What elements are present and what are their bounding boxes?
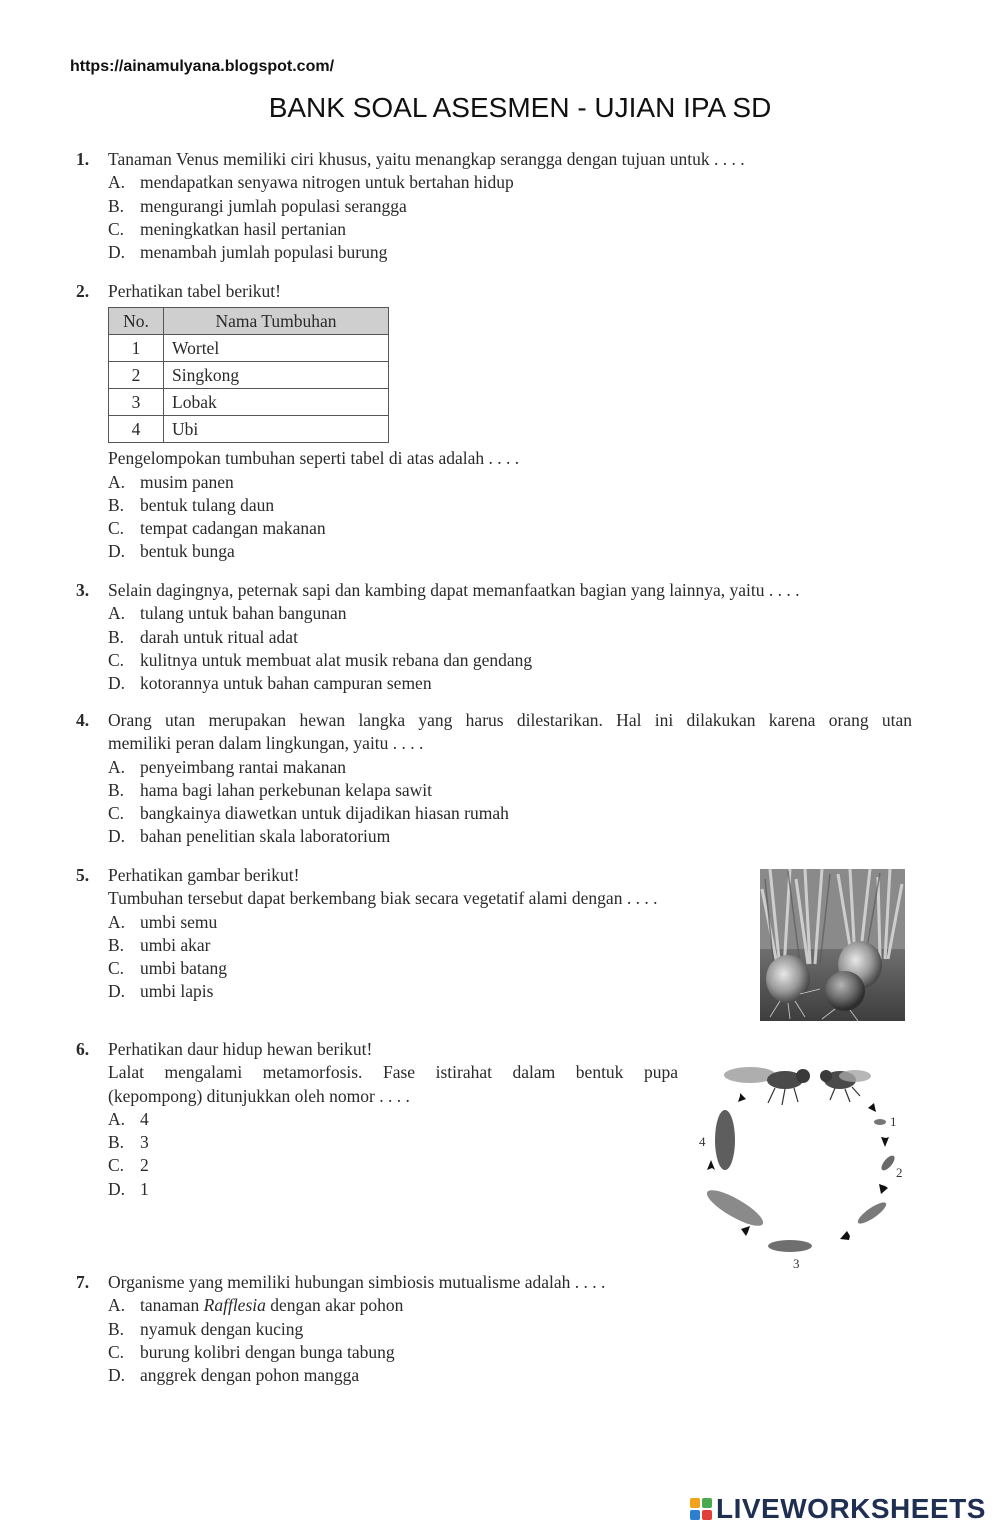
table-header-name: Nama Tumbuhan <box>164 308 389 335</box>
option-b[interactable]: B. darah untuk ritual adat <box>108 626 298 647</box>
question-number: 2. <box>76 281 90 301</box>
question-1 <box>76 148 745 264</box>
question-followup: Pengelompokan tumbuhan seperti tabel di atas adalah . . . . <box>108 448 520 469</box>
option-a[interactable]: A. mendapatkan senyawa nitrogen untuk bertahan hidup <box>108 172 514 193</box>
question-number: 6. <box>76 1039 90 1059</box>
option-c[interactable]: C. burung kolibri dengan bunga tabung <box>108 1341 395 1362</box>
liveworksheets-logo[interactable] <box>690 1493 986 1525</box>
option-a[interactable]: A. umbi semu <box>108 911 218 932</box>
source-url[interactable]: https://ainamulyana.blogspot.com/ <box>70 58 335 75</box>
question-text: Perhatikan daur hidup hewan berikut! <box>108 1039 373 1059</box>
option-c[interactable]: C. bangkainya diawetkan untuk dijadikan hiasan rumah <box>108 803 509 824</box>
table-row: 3 Lobak <box>109 389 389 416</box>
option-b[interactable]: B. mengurangi jumlah populasi serangga <box>108 195 407 216</box>
question-text-line-1: Lalat mengalami metamorfosis. Fase istirahat dalam bentuk pupa <box>108 1062 678 1083</box>
option-b[interactable]: B. umbi akar <box>108 934 211 955</box>
question-text: Perhatikan gambar berikut! <box>108 865 300 885</box>
question-text-line-2: (kepompong) ditunjukkan oleh nomor . . . . <box>108 1085 410 1106</box>
stage-label-4: 4 <box>699 1134 706 1149</box>
option-a[interactable]: A. musim panen <box>108 471 234 492</box>
option-d[interactable]: D. bahan penelitian skala laboratorium <box>108 826 391 847</box>
option-a[interactable]: A. penyeimbang rantai makanan <box>108 756 347 777</box>
option-d[interactable]: D. bentuk bunga <box>108 541 235 562</box>
stage-label-1: 1 <box>890 1114 897 1129</box>
young-larva-icon <box>879 1154 897 1173</box>
option-c[interactable]: C. meningkatkan hasil pertanian <box>108 218 347 239</box>
egg-icon <box>874 1119 886 1125</box>
liveworksheets-grid-icon <box>690 1498 712 1520</box>
question-number: 3. <box>76 580 90 600</box>
option-b[interactable]: B. bentuk tulang daun <box>108 494 275 515</box>
table-row: 1 Wortel <box>109 335 389 362</box>
adult-fly-icon <box>724 1067 810 1105</box>
onion-plant-photo <box>760 869 905 1021</box>
table-header-no: No. <box>109 308 164 335</box>
question-number: 1. <box>76 149 90 169</box>
table-row: 4 Ubi <box>109 416 389 443</box>
question-text-line-1: Orang utan merupakan hewan langka yang harus dilestarikan. Hal ini dilakukan karena orang utan <box>108 710 912 730</box>
larva-icon <box>703 1184 767 1232</box>
question-text: Organisme yang memiliki hubungan simbiosis mutualisme adalah . . . . <box>108 1272 606 1292</box>
option-d[interactable]: D. kotorannya untuk bahan campuran semen <box>108 673 432 694</box>
option-b[interactable]: B. hama bagi lahan perkebunan kelapa sawit <box>108 779 433 800</box>
option-b[interactable]: B. nyamuk dengan kucing <box>108 1318 304 1339</box>
larva-icon <box>768 1240 812 1252</box>
option-a[interactable]: A. 4 <box>108 1108 149 1129</box>
species-name: Rafflesia <box>203 1295 266 1316</box>
question-text-line-2: memiliki peran dalam lingkungan, yaitu . . . . <box>108 733 424 754</box>
question-text: Selain dagingnya, peternak sapi dan kambing dapat memanfaatkan bagian yang lainnya, yaitu . . . . <box>108 580 800 600</box>
question-2 <box>76 280 519 564</box>
pupa-icon <box>715 1110 735 1170</box>
question-number: 7. <box>76 1272 90 1292</box>
option-c[interactable]: C. umbi batang <box>108 958 227 979</box>
stage-label-3: 3 <box>793 1256 800 1271</box>
adult-fly-icon <box>820 1070 871 1102</box>
option-c[interactable]: C. tempat cadangan makanan <box>108 518 326 539</box>
option-c[interactable]: C. 2 <box>108 1155 149 1176</box>
question-5 <box>76 864 657 1004</box>
option-c[interactable]: C. kulitnya untuk membuat alat musik rebana dan gendang <box>108 649 533 670</box>
question-7 <box>76 1271 605 1387</box>
question-number: 5. <box>76 865 90 885</box>
fly-life-cycle-diagram <box>690 1058 915 1273</box>
stage-label-2: 2 <box>896 1165 903 1180</box>
question-text-2: Tumbuhan tersebut dapat berkembang biak secara vegetatif alami dengan . . . . <box>108 888 658 909</box>
option-d[interactable]: D. umbi lapis <box>108 981 214 1002</box>
question-text: Tanaman Venus memiliki ciri khusus, yaitu menangkap serangga dengan tujuan untuk . . . . <box>108 149 745 169</box>
option-a[interactable]: A. tanaman Rafflesia dengan akar pohon <box>108 1295 404 1316</box>
question-4 <box>76 709 912 849</box>
question-text: Perhatikan tabel berikut! <box>108 281 281 301</box>
option-a[interactable]: A. tulang untuk bahan bangunan <box>108 603 347 624</box>
plant-table <box>108 307 389 443</box>
option-d[interactable]: D. menambah jumlah populasi burung <box>108 242 388 263</box>
table-row: 2 Singkong <box>109 362 389 389</box>
question-number: 4. <box>76 710 90 730</box>
option-b[interactable]: B. 3 <box>108 1132 149 1153</box>
page-title: BANK SOAL ASESMEN - UJIAN IPA SD <box>268 92 772 123</box>
larva-icon <box>855 1199 889 1227</box>
brand-name: LIVEWORKSHEETS <box>716 1493 986 1524</box>
option-d[interactable]: D. anggrek dengan pohon mangga <box>108 1365 360 1386</box>
question-6 <box>76 1038 678 1201</box>
option-d[interactable]: D. 1 <box>108 1178 149 1199</box>
question-3 <box>76 579 800 695</box>
